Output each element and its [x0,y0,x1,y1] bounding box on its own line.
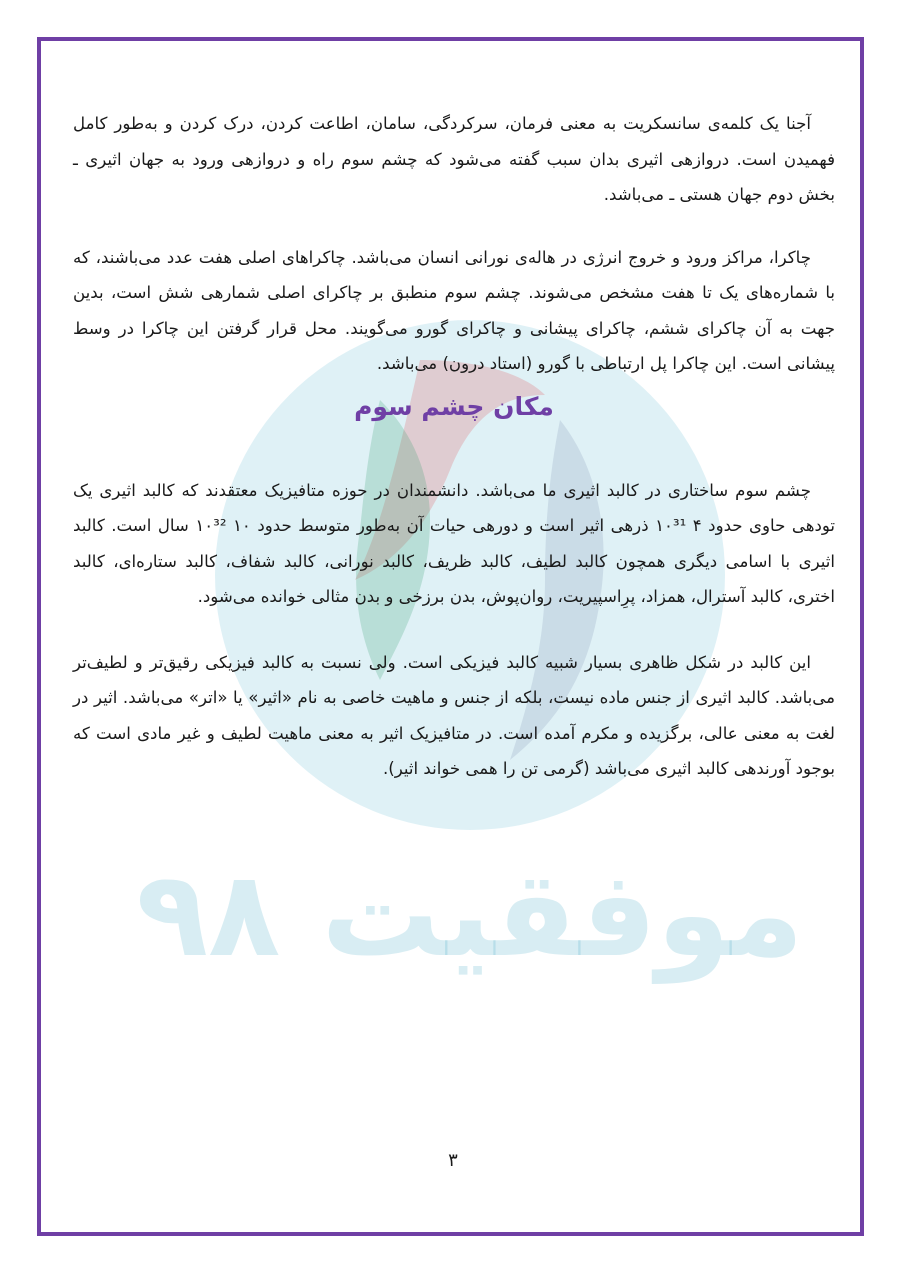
paragraph-chakra: چاکرا، مراکز ورود و خروج انرژی در هاله‌ی نورانی انسان می‌باشد. چاکراهای اصلی هفت عدد می‌باشند، که با شماره‌های یک تا هفت مشخص می‌شوند. چشم سوم منطبق بر چاکرای اصلی شمارهی شش است، بدین جهت به آن چاکرای ششم، چاکرای پیشانی و چاکرای گورو می‌گویند. محل قرار گرفتن این چاکرا در وسط پیشانی است. این چاکرا پل ارتباطی با گورو (استاد درون) می‌باشد. [73,247,835,373]
watermark-text: موفقیت ۹۸ [136,845,804,983]
document-body [73,106,835,787]
paragraph-ajna: آجنا یک کلمه‌ی سانسکریت به معنی فرمان، سرکردگی، سامان، اطاعت کردن، درک کردن و به‌طور کامل فهمیدن است. دروازهی اثیری بدان سبب گفته می‌شود که چشم سوم راه و دروازهی ورود به جهان اثیری ـ بخش دوم جهان هستی ـ می‌باشد. [73,114,835,204]
section-heading: مکان چشم سوم [354,391,554,421]
paragraph-etheric-body: چشم سوم ساختاری در کالبد اثیری ما می‌باشد. دانشمندان در حوزه متافیزیک معتقدند که کالبد اثیری یک تودهی حاوی حدود ۴ ۱۰³¹ ذرهی اثیر است و دورهی حیات آن به‌طور متوسط حدود ۱۰ ۱۰³² سال است. کالبد اثیری با اسامی دیگری همچون کالبد لطیف، کالبد ظریف، کالبد نورانی، کالبد شفاف، کالبد ستاره‌ای، کالبد اختری، کالبد آسترال، همزاد، پرِاسپیریت، روان‌پوش، بدن برزخی و بدن مثالی خوانده می‌شود. [73,480,836,606]
page-number: ۳ [448,1150,458,1171]
paragraph-ether: این کالبد در شکل ظاهری بسیار شبیه کالبد فیزیکی است. ولی نسبت به کالبد فیزیکی رقیق‌تر و لطیف‌تر می‌باشد. کالبد اثیری از جنس ماده نیست، بلکه از جنس و ماهیت خاصی به نام «اثیر» یا «اتر» می‌باشد. اثیر در لغت به معنی عالی، برگزیده و مکرم آمده است. در متافیزیک اثیر به معنی ماهیت لطیف و غیر مادی است که بوجود آورندهی کالبد اثیری می‌باشد (گرمی تن را همی خواند اثیر). [73,652,835,778]
